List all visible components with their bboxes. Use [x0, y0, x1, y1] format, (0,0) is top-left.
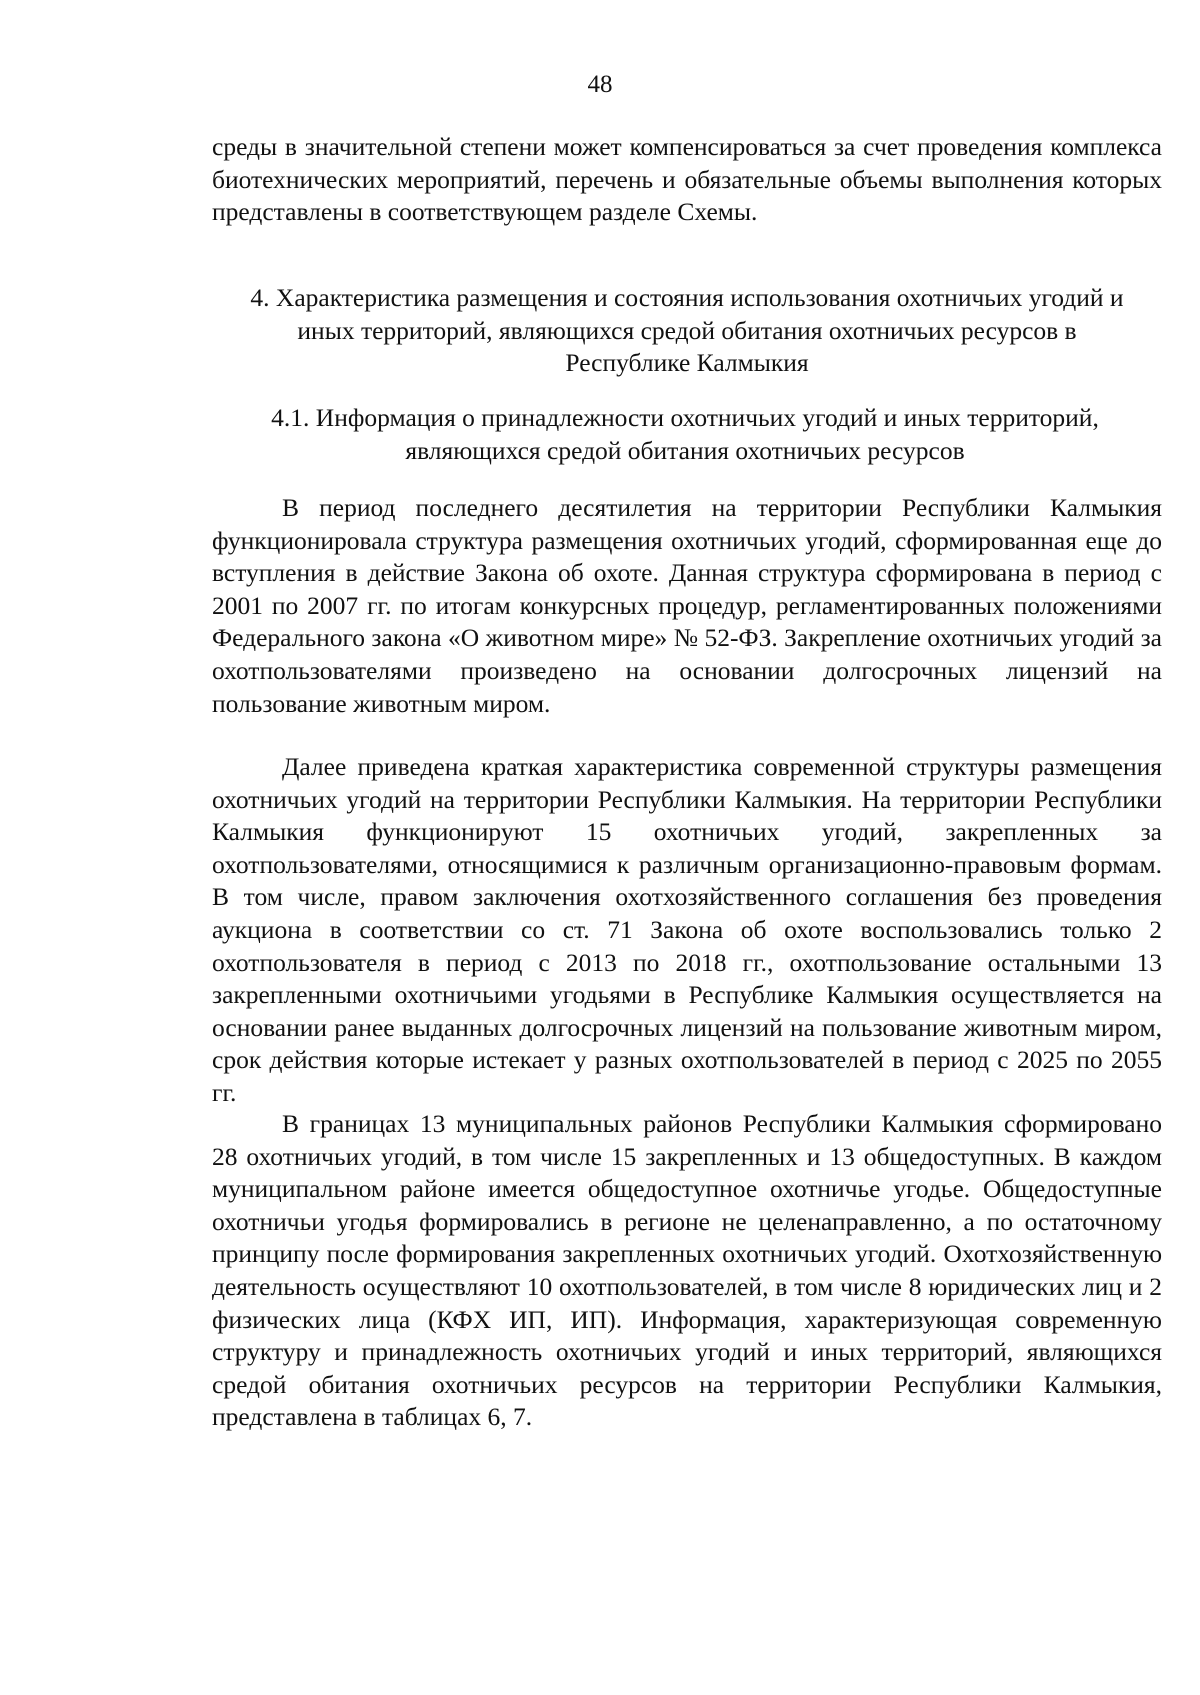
page-number: 48: [587, 71, 613, 98]
body-paragraph-2: Далее приведена краткая характеристика современной структуры размещения охотничьих угодий на территории Республики Калмыкия. На территории Республики Калмыкия функционируют 15 охотничьих угодий, закрепленных за охотпользователями, относящимися к различным организационно-правовым формам. В том числе, правом заключения охотхозяйственного соглашения без проведения аукциона в соответствии со ст. 71 Закона об охоте воспользовались только 2 охотпользователя в период с 2013 по 2018 гг., охотпользование остальными 13 закрепленными охотничьими угодьями в Республике Калмыкия осуществляется на основании ранее выданных долгосрочных лицензий на пользование животным миром, срок действия которые истекает у разных охотпользователей в период с 2025 по 2055 гг.: [212, 752, 1162, 1107]
continuation-paragraph: среды в значительной степени может компенсироваться за счет проведения комплекса биотехнических мероприятий, перечень и обязательные объемы выполнения которых представлены в соответствующем разделе Схемы.: [212, 132, 1162, 227]
section-heading: 4. Характеристика размещения и состояния использования охотничьих угодий и иных территорий, являющихся средой обитания охотничьих ресурсов в Республике Калмыкия: [250, 283, 1124, 378]
body-paragraph-1: В период последнего десятилетия на территории Республики Калмыкия функционировала структура размещения охотничьих угодий, сформированная еще до вступления в действие Закона об охоте. Данная структура сформирована в период с 2001 по 2007 гг. по итогам конкурсных процедур, регламентированных положениями Федерального закона «О животном мире» № 52-ФЗ. Закрепление охотничьих угодий за охотпользователями произведено на основании долгосрочных лицензий на пользование животным миром.: [212, 493, 1162, 718]
body-paragraph-3: В границах 13 муниципальных районов Республики Калмыкия сформировано 28 охотничьих угодий, в том числе 15 закрепленных и 13 общедоступных. В каждом муниципальном районе имеется общедоступное охотничье угодье. Общедоступные охотничьи угодья формировались в регионе не целенаправленно, а по остаточному принципу после формирования закрепленных охотничьих угодий. Охотхозяйственную деятельность осуществляют 10 охотпользователей, в том числе 8 юридических лиц и 2 физических лица (КФХ ИП, ИП). Информация, характеризующая современную структуру и принадлежность охотничьих угодий и иных территорий, являющихся средой обитания охотничьих ресурсов на территории Республики Калмыкия, представлена в таблицах 6, 7.: [212, 1109, 1162, 1432]
subsection-heading: 4.1. Информация о принадлежности охотничьих угодий и иных территорий, являющихся средой обитания охотничьих ресурсов: [271, 403, 1099, 465]
